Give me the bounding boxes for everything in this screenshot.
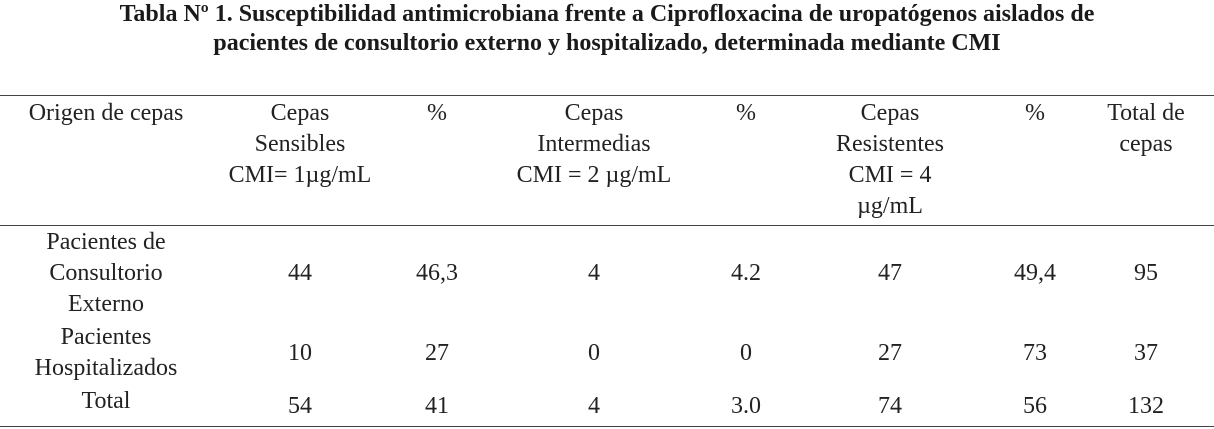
cell-resistentes: 47: [878, 260, 902, 286]
cell-percent-sensibles: 27: [425, 340, 449, 366]
header-percent-resistentes: [995, 98, 1075, 129]
table-title: [0, 0, 1214, 58]
header-origen-line: Origen de cepas: [28, 100, 184, 126]
cell-percent-resistentes: 73: [1023, 340, 1047, 366]
table-bottom-rule: [0, 426, 1214, 427]
header-cepas-sensibles-line: Cepas: [270, 100, 330, 126]
cell-resistentes: 27: [878, 340, 902, 366]
header-origen: [0, 98, 212, 129]
row-label-line: Externo: [68, 291, 144, 317]
row-label-line: Pacientes de: [46, 229, 166, 255]
header-total-cepas-line: Total de: [1107, 100, 1185, 126]
header-cepas-resistentes: [800, 98, 980, 222]
cell-percent-intermedias: 0: [740, 340, 752, 366]
table-title-line-1: Tabla Nº 1. Susceptibilidad antimicrobiana frente a Ciprofloxacina de uropatógenos aislados de: [119, 1, 1095, 27]
cell-percent-resistentes: 56: [1023, 393, 1047, 419]
header-total-cepas-line: cepas: [1119, 131, 1173, 157]
header-bottom-rule: [0, 225, 1214, 226]
row-label-consultorio: [0, 227, 212, 320]
cell-percent-sensibles: 46,3: [416, 260, 458, 286]
cell-sensibles: 44: [288, 260, 312, 286]
row-label-total: [0, 386, 212, 417]
header-cepas-intermedias-line: Intermedias: [537, 131, 651, 157]
cell-intermedias: 4: [588, 393, 600, 419]
cell-sensibles: 54: [288, 393, 312, 419]
header-cepas-intermedias-line: Cepas: [564, 100, 624, 126]
cell-total: 95: [1134, 260, 1158, 286]
header-cepas-resistentes-line: CMI = 4: [848, 162, 932, 188]
header-cepas-resistentes-line: µg/mL: [857, 193, 923, 219]
header-cepas-sensibles-line: Sensibles: [254, 131, 346, 157]
row-label-line: Total: [81, 388, 131, 414]
cell-intermedias: 4: [588, 260, 600, 286]
header-cepas-resistentes-line: Cepas: [860, 100, 920, 126]
cell-percent-intermedias: 4.2: [731, 260, 761, 286]
cell-total: 37: [1134, 340, 1158, 366]
header-percent-line: %: [427, 100, 447, 126]
cell-total: 132: [1128, 393, 1164, 419]
cell-intermedias: 0: [588, 340, 600, 366]
header-cepas-sensibles-line: CMI= 1µg/mL: [228, 162, 372, 188]
header-cepas-intermedias: [484, 98, 704, 191]
header-percent-line: %: [736, 100, 756, 126]
row-label-line: Pacientes: [60, 324, 152, 350]
header-cepas-sensibles: [200, 98, 400, 191]
cell-percent-resistentes: 49,4: [1014, 260, 1056, 286]
header-cepas-intermedias-line: CMI = 2 µg/mL: [516, 162, 672, 188]
cell-percent-intermedias: 3.0: [731, 393, 761, 419]
cell-resistentes: 74: [878, 393, 902, 419]
header-total-cepas: [1084, 98, 1208, 160]
header-percent-sensibles: [397, 98, 477, 129]
table-title-line-2: pacientes de consultorio externo y hospitalizado, determinada mediante CMI: [213, 30, 1001, 56]
header-percent-intermedias: [706, 98, 786, 129]
cell-sensibles: 10: [288, 340, 312, 366]
row-label-line: Hospitalizados: [34, 355, 178, 381]
cell-percent-sensibles: 41: [425, 393, 449, 419]
header-cepas-resistentes-line: Resistentes: [836, 131, 944, 157]
row-label-line: Consultorio: [49, 260, 163, 286]
row-label-hospitalizados: [0, 322, 212, 384]
table-top-rule: [0, 95, 1214, 96]
header-percent-line: %: [1025, 100, 1045, 126]
